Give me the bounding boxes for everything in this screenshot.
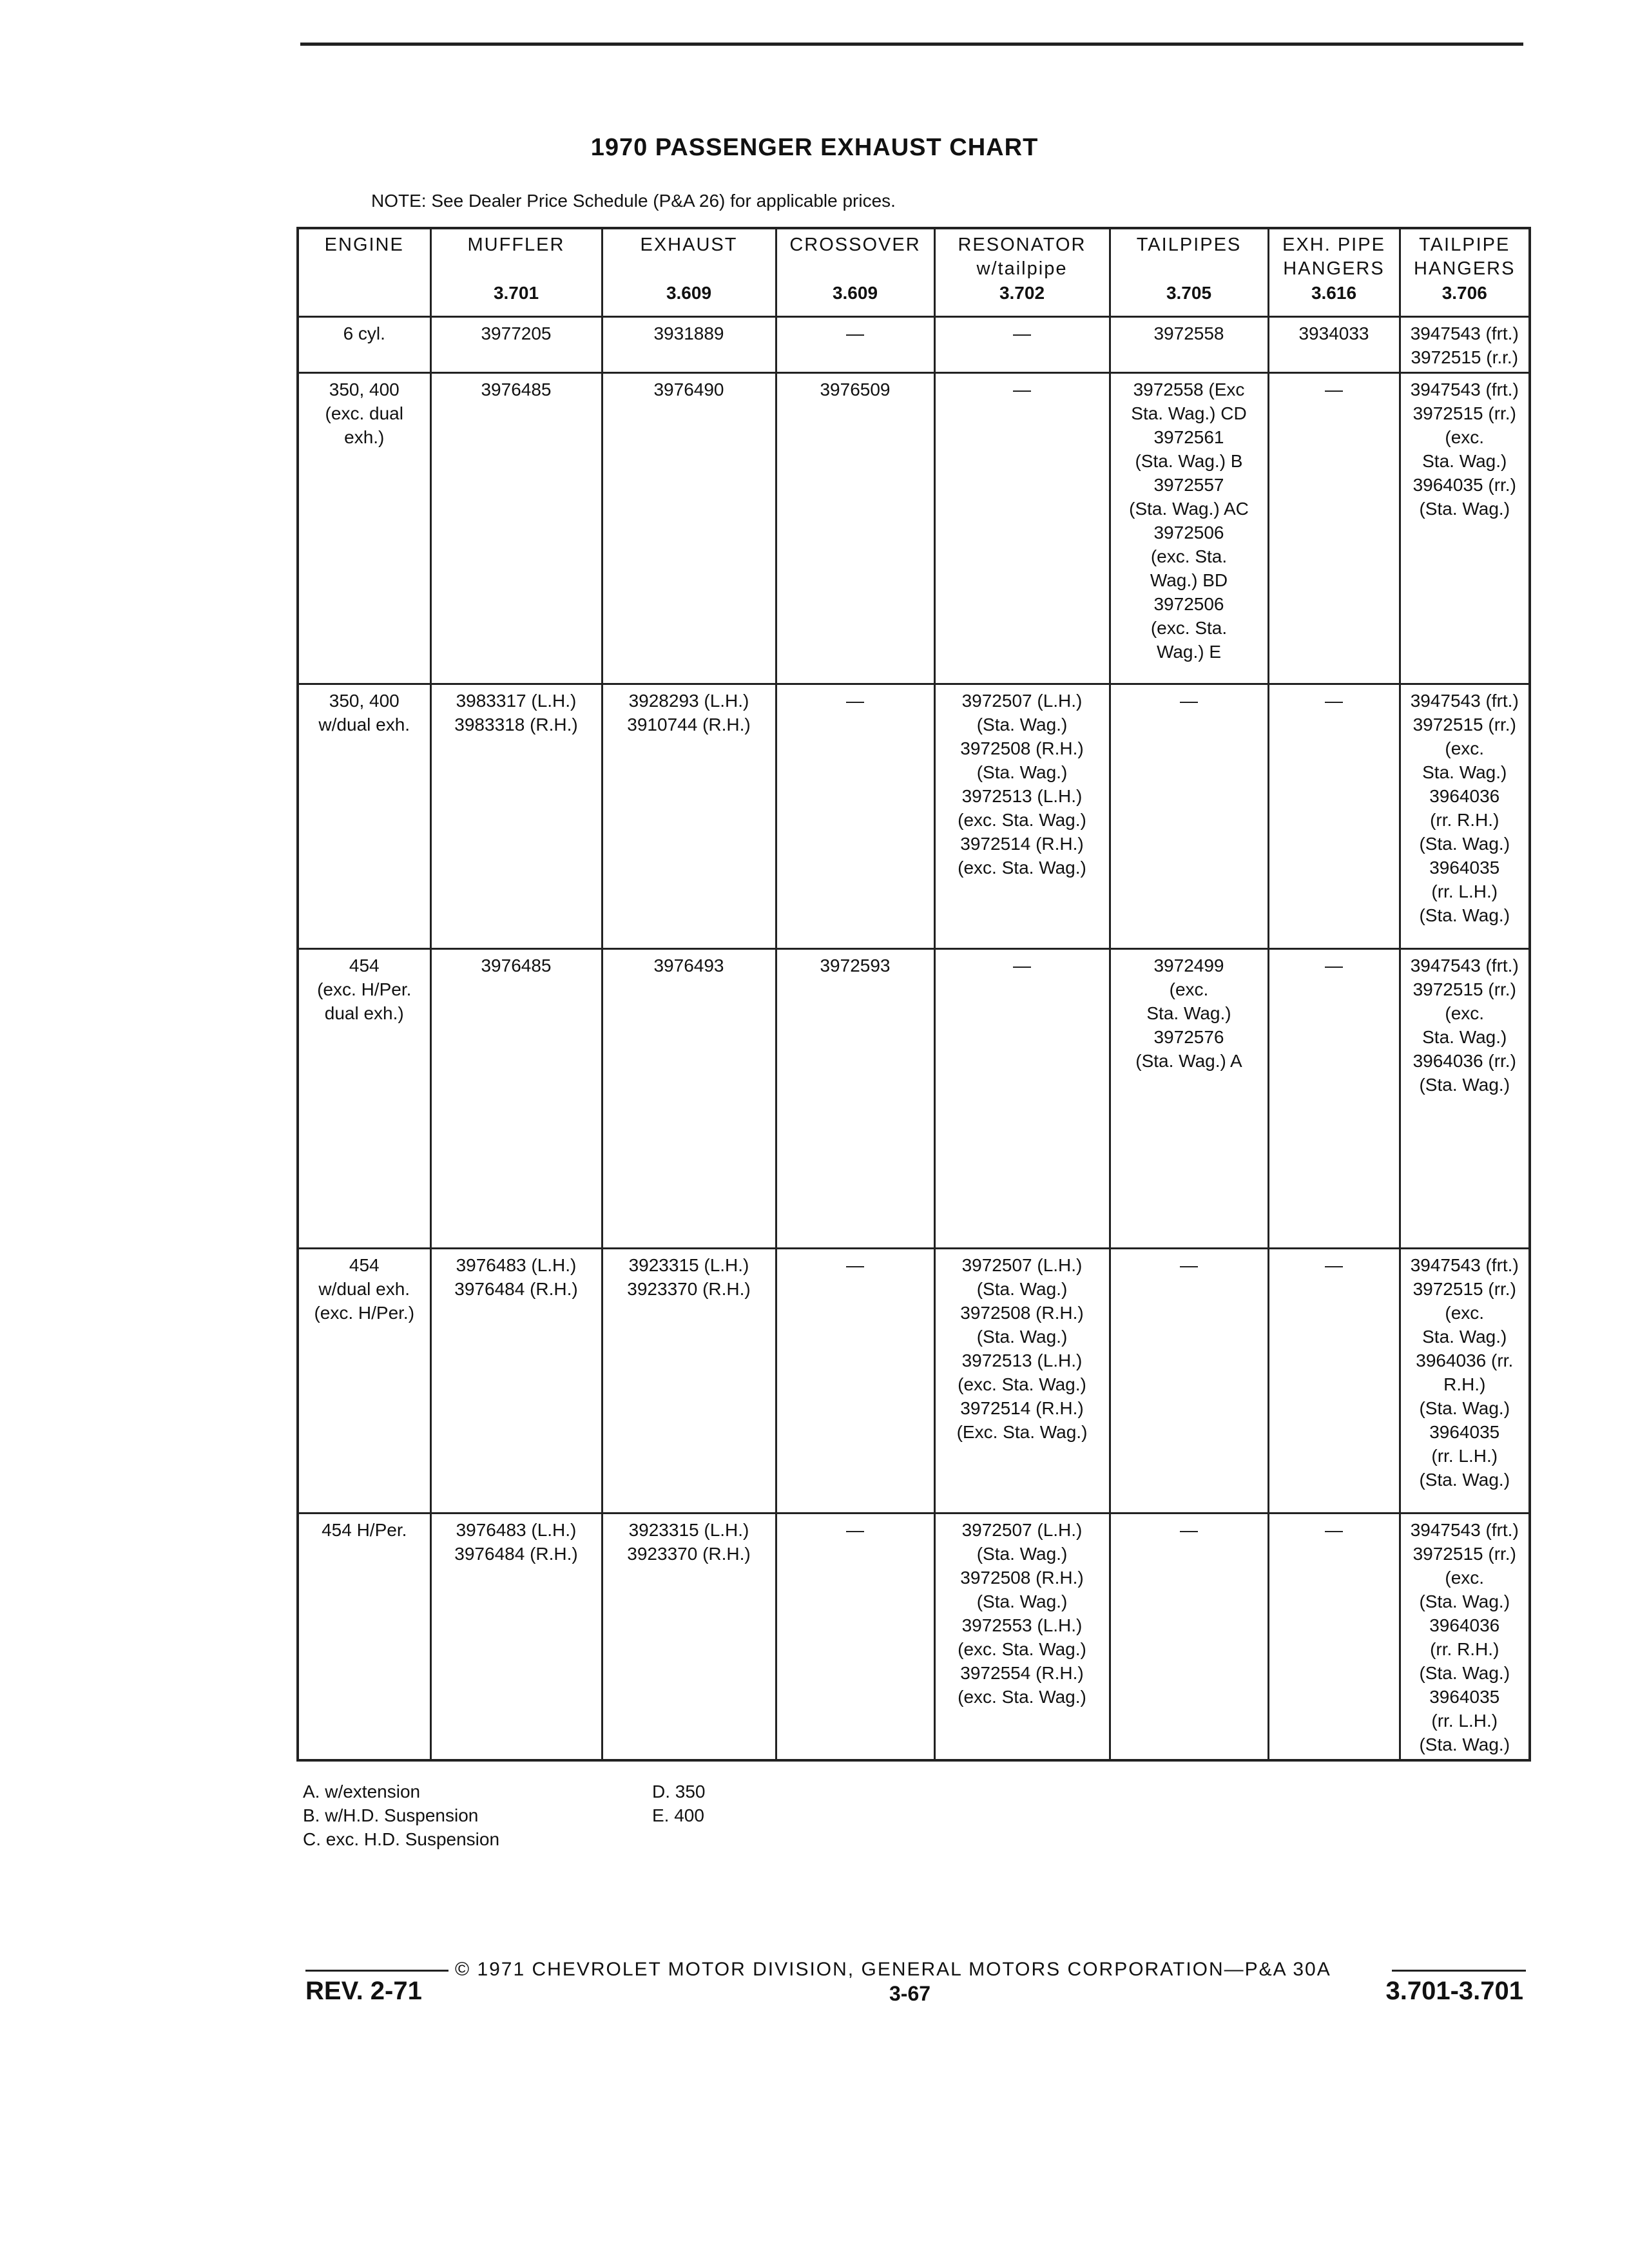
- table-cell-exhaust: 3976490: [602, 373, 776, 684]
- top-rule: [300, 43, 1523, 46]
- column-header-num: 3.702: [999, 283, 1045, 303]
- table-cell-crossover: —: [776, 684, 934, 949]
- column-header-name: ENGINE: [324, 235, 404, 255]
- column-header-engine: [298, 228, 430, 317]
- table-cell-exh-pipe-hangers: —: [1268, 1249, 1400, 1514]
- table-cell-resonator: 3972507 (L.H.) (Sta. Wag.) 3972508 (R.H.) (Sta. Wag.) 3972513 (L.H.) (exc. Sta. Wag.) 3972514 (R.H.) (Exc. Sta. Wag.): [934, 1249, 1110, 1514]
- table-cell-tailpipe-hangers: 3947543 (frt.) 3972515 (rr.) (exc. (Sta. Wag.) 3964036 (rr. R.H.) (Sta. Wag.) 3964035 (rr. L.H.) (Sta. Wag.): [1400, 1514, 1530, 1761]
- table-cell-muffler: 3976485: [430, 949, 602, 1249]
- column-header-num: 3.609: [666, 283, 712, 303]
- table-cell-exhaust: 3976493: [602, 949, 776, 1249]
- table-cell-muffler: 3976483 (L.H.) 3976484 (R.H.): [430, 1249, 602, 1514]
- table-row: [298, 1249, 1530, 1514]
- page-title: 1970 PASSENGER EXHAUST CHART: [590, 134, 1039, 161]
- column-header-name: EXHAUST: [640, 235, 738, 255]
- table-cell-exhaust: 3931889: [602, 317, 776, 373]
- exhaust-chart-table: [296, 227, 1531, 1762]
- column-header-name: RESONATOR: [958, 235, 1086, 255]
- table-row: [298, 1514, 1530, 1761]
- table-row: [298, 317, 1530, 373]
- column-header-num: 3.705: [1166, 283, 1212, 303]
- column-header-exhaust: [602, 228, 776, 317]
- footer-rule-right: [1392, 1970, 1526, 1972]
- copyright-line: © 1971 CHEVROLET MOTOR DIVISION, GENERAL MOTORS CORPORATION—P&A 30A: [455, 1959, 1331, 1980]
- table-cell-muffler: 3976483 (L.H.) 3976484 (R.H.): [430, 1514, 602, 1761]
- column-header-sub: [436, 257, 597, 281]
- column-header-muffler: [430, 228, 602, 317]
- table-cell-exhaust: 3923315 (L.H.) 3923370 (R.H.): [602, 1514, 776, 1761]
- table-row: [298, 373, 1530, 684]
- table-cell-engine: 454 (exc. H/Per. dual exh.): [298, 949, 430, 1249]
- table-cell-tailpipes: —: [1110, 1514, 1268, 1761]
- table-row: [298, 684, 1530, 949]
- table-cell-muffler: 3977205: [430, 317, 602, 373]
- column-header-name: CROSSOVER: [789, 235, 921, 255]
- table-cell-tailpipes: 3972499 (exc. Sta. Wag.) 3972576 (Sta. Wag.) A: [1110, 949, 1268, 1249]
- table-row: [298, 949, 1530, 1249]
- table-cell-exhaust: 3923315 (L.H.) 3923370 (R.H.): [602, 1249, 776, 1514]
- column-header-sub: [1115, 257, 1264, 281]
- column-header-sub: [607, 257, 771, 281]
- table-cell-tailpipe-hangers: 3947543 (frt.) 3972515 (rr.) (exc. Sta. Wag.) 3964036 (rr.) (Sta. Wag.): [1400, 949, 1530, 1249]
- header-row: [298, 228, 1530, 317]
- table-body: [298, 317, 1530, 1761]
- table-cell-engine: 350, 400 (exc. dual exh.): [298, 373, 430, 684]
- column-header-num: 3.609: [832, 283, 878, 303]
- table-cell-tailpipe-hangers: 3947543 (frt.) 3972515 (rr.) (exc. Sta. Wag.) 3964036 (rr. R.H.) (Sta. Wag.) 3964035 (rr. L.H.) (Sta. Wag.): [1400, 684, 1530, 949]
- column-header-resonator: [934, 228, 1110, 317]
- footnotes-col2: [652, 1780, 845, 1827]
- column-header-num: 3.616: [1311, 283, 1357, 303]
- column-header-sub: HANGERS: [1414, 258, 1516, 279]
- column-header-crossover: [776, 228, 934, 317]
- column-header-tailpipes: [1110, 228, 1268, 317]
- revision-label: REV. 2-71: [305, 1977, 422, 2005]
- page-number: 3-67: [889, 1982, 931, 2005]
- table-cell-tailpipe-hangers: 3947543 (frt.) 3972515 (rr.) (exc. Sta. Wag.) 3964035 (rr.) (Sta. Wag.): [1400, 373, 1530, 684]
- table-cell-resonator: —: [934, 949, 1110, 1249]
- column-header-num: 3.701: [493, 283, 539, 303]
- table-cell-muffler: 3983317 (L.H.) 3983318 (R.H.): [430, 684, 602, 949]
- column-header-num: 3.706: [1441, 283, 1487, 303]
- column-header-name: TAILPIPES: [1136, 235, 1242, 255]
- price-note: NOTE: See Dealer Price Schedule (P&A 26) for applicable prices.: [371, 191, 896, 211]
- column-header-sub: w/tailpipe: [976, 258, 1068, 279]
- section-number: 3.701-3.701: [1385, 1977, 1523, 2005]
- table-cell-exh-pipe-hangers: —: [1268, 684, 1400, 949]
- table-cell-crossover: 3972593: [776, 949, 934, 1249]
- table-cell-crossover: 3976509: [776, 373, 934, 684]
- column-header-sub: [781, 257, 930, 281]
- table-header: [298, 228, 1530, 317]
- table-cell-resonator: 3972507 (L.H.) (Sta. Wag.) 3972508 (R.H.) (Sta. Wag.) 3972513 (L.H.) (exc. Sta. Wag.) 3972514 (R.H.) (exc. Sta. Wag.): [934, 684, 1110, 949]
- table-cell-crossover: —: [776, 1249, 934, 1514]
- table-cell-tailpipe-hangers: 3947543 (frt.) 3972515 (r.r.): [1400, 317, 1530, 373]
- footnote-item: A. w/extension: [303, 1782, 421, 1802]
- table-cell-exh-pipe-hangers: —: [1268, 949, 1400, 1249]
- table-cell-crossover: —: [776, 317, 934, 373]
- column-header-name: EXH. PIPE: [1282, 235, 1385, 255]
- table-cell-resonator: 3972507 (L.H.) (Sta. Wag.) 3972508 (R.H.) (Sta. Wag.) 3972553 (L.H.) (exc. Sta. Wag.) 3972554 (R.H.) (exc. Sta. Wag.): [934, 1514, 1110, 1761]
- table-cell-resonator: —: [934, 373, 1110, 684]
- footnote-item: D. 350: [652, 1782, 706, 1802]
- table-cell-engine: 454 w/dual exh. (exc. H/Per.): [298, 1249, 430, 1514]
- footnotes-col1: [303, 1780, 499, 1851]
- table-cell-tailpipes: 3972558 (Exc Sta. Wag.) CD 3972561 (Sta. Wag.) B 3972557 (Sta. Wag.) AC 3972506 (exc. Sta. Wag.) BD 3972506 (exc. Sta. Wag.) E: [1110, 373, 1268, 684]
- table-cell-muffler: 3976485: [430, 373, 602, 684]
- column-header-exh-pipe-hangers: [1268, 228, 1400, 317]
- footnote-item: C. exc. H.D. Suspension: [303, 1829, 500, 1849]
- footer-rule-left: [305, 1970, 448, 1972]
- column-header-name: MUFFLER: [467, 235, 565, 255]
- table-cell-tailpipes: —: [1110, 1249, 1268, 1514]
- table-cell-tailpipes: —: [1110, 684, 1268, 949]
- table-cell-engine: 6 cyl.: [298, 317, 430, 373]
- table-cell-crossover: —: [776, 1514, 934, 1761]
- column-header-name: TAILPIPE: [1419, 235, 1510, 255]
- table-cell-exh-pipe-hangers: —: [1268, 1514, 1400, 1761]
- footnotes: [303, 1780, 706, 1851]
- column-header-sub: HANGERS: [1283, 258, 1385, 279]
- footnote-item: E. 400: [652, 1805, 704, 1825]
- table-cell-exh-pipe-hangers: 3934033: [1268, 317, 1400, 373]
- footnote-item: B. w/H.D. Suspension: [303, 1805, 479, 1825]
- table-cell-tailpipe-hangers: 3947543 (frt.) 3972515 (rr.) (exc. Sta. Wag.) 3964036 (rr. R.H.) (Sta. Wag.) 3964035 (rr. L.H.) (Sta. Wag.): [1400, 1249, 1530, 1514]
- table-cell-tailpipes: 3972558: [1110, 317, 1268, 373]
- table-cell-exhaust: 3928293 (L.H.) 3910744 (R.H.): [602, 684, 776, 949]
- table-cell-engine: 350, 400 w/dual exh.: [298, 684, 430, 949]
- table-cell-resonator: —: [934, 317, 1110, 373]
- column-header-tailpipe-hangers: [1400, 228, 1530, 317]
- table-cell-exh-pipe-hangers: —: [1268, 373, 1400, 684]
- table-cell-engine: 454 H/Per.: [298, 1514, 430, 1761]
